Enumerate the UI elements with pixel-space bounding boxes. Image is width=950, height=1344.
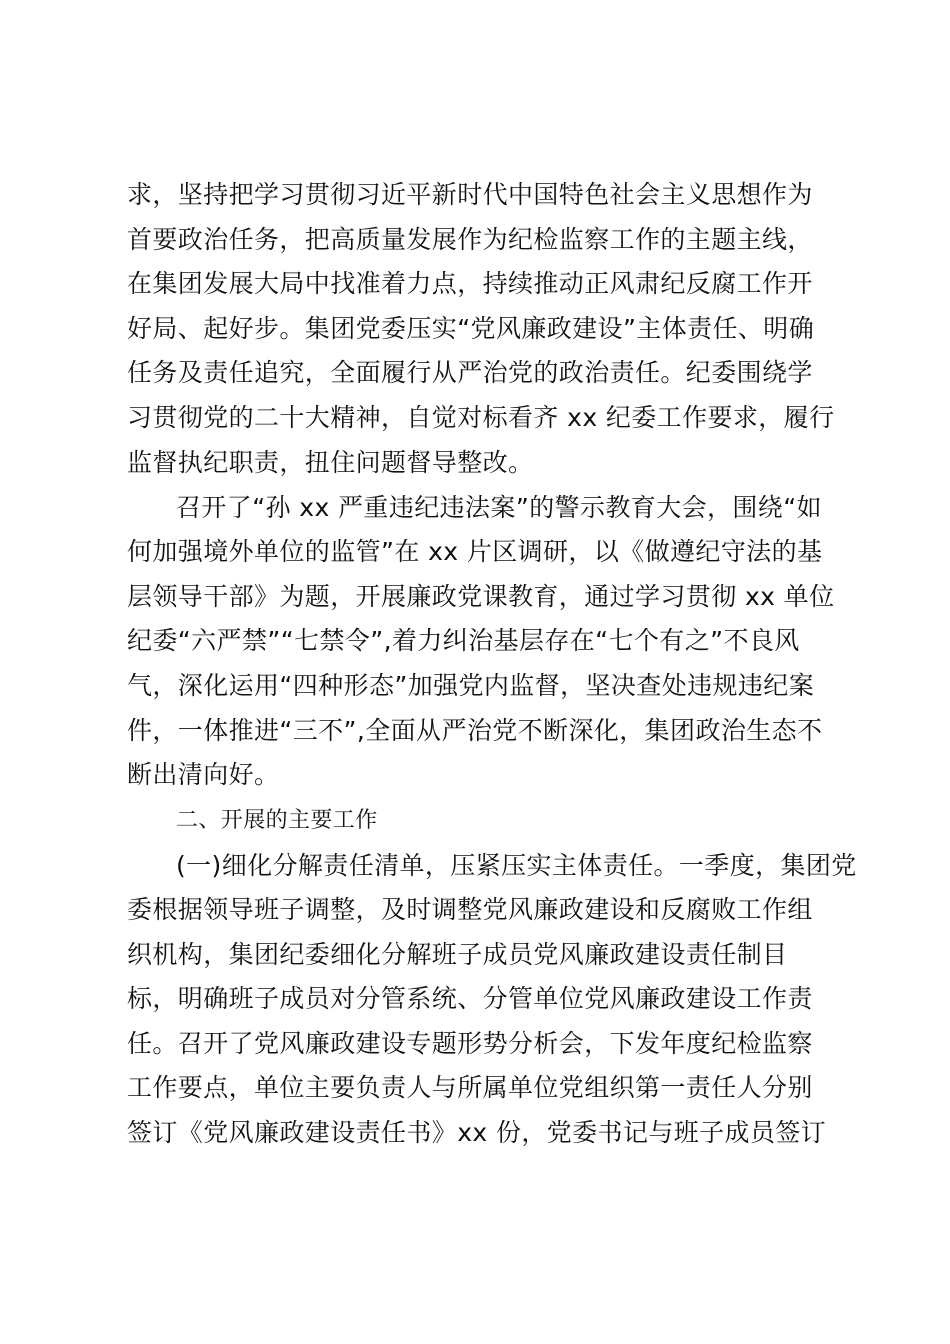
paragraph-3-line-6: 工作要点，单位主要负责人与所属单位党组织第一责任人分别 <box>127 1073 813 1102</box>
paragraph-1-line-4: 好局、起好步。集团党委压实“党风廉政建设”主体责任、明确 <box>127 314 815 343</box>
paragraph-3-line-3: 织机构，集团纪委细化分解班子成员党风廉政建设责任制目 <box>127 940 788 969</box>
paragraph-1-line-3: 在集团发展大局中找准着力点，持续推动正风肃纪反腐工作开 <box>127 269 813 298</box>
paragraph-1-line-1: 求，坚持把学习贯彻习近平新时代中国特色社会主义思想作为 <box>127 180 813 209</box>
paragraph-2-line-1: 召开了“孙 xx 严重违纪违法案”的警示教育大会，围绕“如 <box>176 493 822 522</box>
paragraph-1-line-7: 监督执纪职责，扭住问题督导整改。 <box>127 448 534 477</box>
paragraph-2-line-7: 断出清向好。 <box>127 760 280 789</box>
paragraph-2-line-4: 纪委“六严禁”“七禁令”,着力纠治基层存在“七个有之”不良风 <box>127 626 800 655</box>
paragraph-3-line-1: (一)细化分解责任清单，压紧压实主体责任。一季度，集团党 <box>176 851 857 880</box>
paragraph-3-line-7: 签订《党风廉政建设责任书》xx 份，党委书记与班子成员签订 <box>127 1118 827 1147</box>
paragraph-3-line-4: 标，明确班子成员对分管系统、分管单位党风廉政建设工作责 <box>127 984 813 1013</box>
paragraph-2-line-2: 何加强境外单位的监管”在 xx 片区调研，以《做遵纪守法的基 <box>127 537 823 566</box>
paragraph-2-line-6: 件，一体推进“三不”,全面从严治党不断深化，集团政治生态不 <box>127 716 823 745</box>
section-heading: 二、开展的主要工作 <box>176 808 378 833</box>
paragraph-2-line-3: 层领导干部》为题，开展廉政党课教育，通过学习贯彻 xx 单位 <box>127 582 835 611</box>
paragraph-3-line-5: 任。召开了党风廉政建设专题形势分析会，下发年度纪检监察 <box>127 1029 813 1058</box>
paragraph-1-line-2: 首要政治任务，把高质量发展作为纪检监察工作的主题主线， <box>127 225 813 254</box>
paragraph-1-line-5: 任务及责任追究，全面履行从严治党的政治责任。纪委围绕学 <box>127 358 813 387</box>
paragraph-2-line-5: 气，深化运用“四种形态”加强党内监督，坚决查处违规违纪案 <box>127 671 815 700</box>
paragraph-3-line-2: 委根据领导班子调整，及时调整党风廉政建设和反腐败工作组 <box>127 895 813 924</box>
paragraph-1-line-6: 习贯彻党的二十大精神，自觉对标看齐 xx 纪委工作要求，履行 <box>127 403 835 432</box>
